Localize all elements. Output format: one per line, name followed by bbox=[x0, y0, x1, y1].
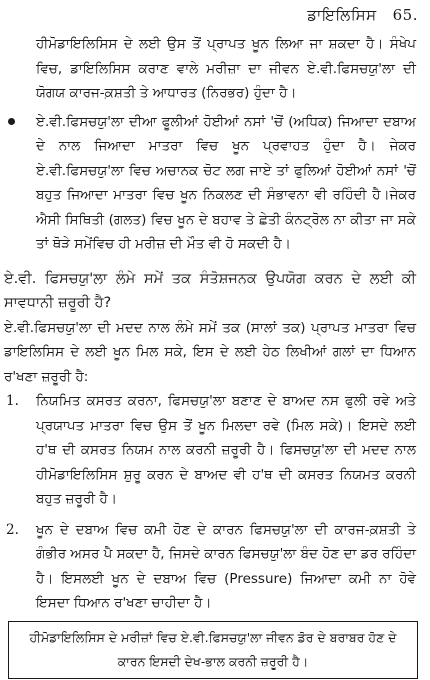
list-number: 2. bbox=[6, 521, 19, 538]
page-body bbox=[0, 32, 430, 616]
running-title: ਡਾਇਲਿਸਿਸ bbox=[307, 6, 377, 24]
bullet-icon bbox=[8, 118, 15, 125]
question-heading: ਏ.ਵੀ. ਫਿਸਚਯੁ'ਲਾ ਲੰਮੇ ਸਮੇਂ ਤਕ ਸੰਤੋਸ਼ਜਨਕ ਉਪਯੋਗ ਕਰਨ ਦੇ ਲਈ ਕੀ ਸਾਵਧਾਨੀ ਜ਼ਰੂਰੀ ਹੈ? bbox=[4, 270, 416, 311]
highlight-note-box: ਹੀਮੋਡਾਇਲਿਸਿਸ ਦੇ ਮਰੀਜ਼ਾਂ ਵਿਚ ਏ.ਵੀ.ਫਿਸਚਯੁ'ਲਾ ਜੀਵਨ ਡੋਰ ਦੇ ਬਰਾਬਰ ਹੋਣ ਦੇ ਕਾਰਨ ਇਸਦੀ ਦੇਖ-ਭਾਲ ਕਰਨੀ ਜ਼ਰੂਰੀ ਹੈ। bbox=[8, 621, 418, 679]
page-header bbox=[307, 6, 418, 24]
list-number: 1. bbox=[6, 393, 19, 409]
intro-paragraph: ਹੀਮੋਡਾਇਲਿਸਿਸ ਦੇ ਲਈ ਉਸ ਤੋਂ ਪ੍ਰਾਪਤ ਖੂਨ ਲਿਆ ਜਾ ਸ਼ਕਦਾ ਹੈ। ਸੰਖੇਪ ਵਿਚ, ਡਾਇਲਿਸਿਸ ਕਰਾਣ ਵਾਲੇ ਮਰੀਜ਼ਾ ਦਾ ਜੀਵਨ ਏ.ਵੀ.ਫਿਸਚਯੁ'ਲਾ ਦੀ ਯੋਗਯ ਕਾਰਜ-ਕ਼ਸ਼ਤੀ ਤੇ ਆਧਾਰਤ (ਨਿਰਭਰ) ਹੁੰਦਾ ਹੈ। bbox=[36, 36, 416, 101]
numbered-list-item bbox=[0, 518, 430, 616]
list-item-text: ਨਿਯਮਿਤ ਕਸਰਤ ਕਰਨਾ, ਫਿਸਚਯੁ'ਲਾ ਬਣਾਣ ਦੇ ਬਾਅਦ ਨਸ ਫੁਲੀ ਰਵੇ ਅਤੇ ਪ੍ਰਯਾਪਤ ਮਾਤਰਾ ਵਿਚ ਉਸ ਤੋਂ ਖੂਨ ਮਿਲਦਾ ਰਵੇ (ਮਿਲ ਸਕੇ)। ਇਸਦੇ ਲਈ ਹ'ਥ ਦੀ ਕਸਰਤ ਨਿਯਮ ਨਾਲ ਕਰਨੀ ਜ਼ਰੂਰੀ ਹੈ। ਫਿਸਚਯੁ'ਲਾ ਦੀ ਮਦਦ ਨਾਲ ਹੀਮੋਡਾਇਲਿਸਿਸ ਸ਼ੁਰੂ ਕਰਨ ਦੇ ਬਾਅਦ ਵੀ ਹ'ਥ ਦੀ ਕਸਰਤ ਨਿਯਮਤ ਕਰਨੀ ਬਹੁਤ ਜ਼ਰੂਰੀ ਹੈ। bbox=[36, 393, 416, 507]
bullet-paragraph: ਏ.ਵੀ.ਫਿਸਚਯੁ'ਲਾ ਦੀਆ ਫੂਲੀਆਂ ਹੋਈਆਂ ਨਸਾਂ 'ਚੋਂ (ਅਧਿਕ) ਜਿਆਦਾ ਦਬਾਅ ਦੇ ਨਾਲ ਜਿਆਦਾ ਮਾਤਰਾ ਵਿਚ ਖੂਨ ਪ੍ਰਵਾਹਤ ਹੁੰਦਾ ਹੈ। ਜੇਕਰ ਏ.ਵੀ.ਫਿਸਚਯੁ'ਲਾ ਵਿਚ ਅਚਾਨਕ ਚੋਟ ਲਗ ਜਾਏ ਤਾਂ ਫੁਲਿਆਂ ਹੋਈਆਂ ਨਸਾਂ 'ਚੋਂ ਬਹੁਤ ਜਿਆਦਾ ਮਾਤਰਾ ਵਿਚ ਖੂਨ ਨਿਕਲਣ ਦੀ ਸੰਭਾਵਨਾ ਵੀ ਰਹਿੰਦੀ ਹੈ।ਜੇਕਰ ਐਸੀ ਸਿਥਿਤੀ (ਗਲਤ) ਵਿਚ ਖੂਨ ਦੇ ਬਹਾਵ ਤੇ ਛੇਤੀ ਕੰਨਟ੍ਰੋਲ ਨਾ ਕੀਤਾ ਜਾ ਸਕੇ ਤਾਂ ਥੋੜੇ ਸਮੇਂਵਿਚ ਹੀ ਮਰੀਜ਼ ਦੀ ਮੌਤ ਵੀ ਹੋ ਸਕਦੀ ਹੈ। bbox=[36, 113, 416, 252]
numbered-list-item bbox=[0, 389, 430, 512]
page-number: 65. bbox=[392, 6, 418, 24]
answer-paragraph: ਏ.ਵੀ.ਫਿਸਚਯੁ'ਲਾ ਦੀ ਮਦਦ ਨਾਲ ਲੰਮੇ ਸਮੇਂ ਤਕ (ਸਾਲਾਂ ਤਕ) ਪ੍ਰਾਪਤ ਮਾਤਰਾ ਵਿਚ ਡਾਇਲਿਸਿਸ ਦੇ ਲਈ ਖੂਨ ਮਿਲ ਸਕੇ, ਇਸ ਦੇ ਲਈ ਹੇਠ ਲਿਖੀਆਂ ਗਲਾਂ ਦਾ ਧਿਆਨ ਰ'ਖਣਾ ਜ਼ਰੂਰੀ ਹੈ: bbox=[4, 319, 416, 385]
list-item-text: ਖੂਨ ਦੇ ਦਬਾਅ ਵਿਚ ਕਮੀ ਹੋਣ ਦੇ ਕਾਰਨ ਫਿਸਚਯੁ'ਲਾ ਦੀ ਕਾਰਜ-ਕ਼ਸ਼ਤੀ ਤੇ ਗੰਭੀਰ ਅਸਰ ਪੈ ਸਕਦਾ ਹੈ, ਜਿਸਦੇ ਕਾਰਨ ਫਿਸਚਯੁ'ਲਾ ਬੰਦ ਹੋਣ ਦਾ ਡਰ ਰਹਿੰਦਾ ਹੈ। ਇਸਲਈ ਖੂਨ ਦੇ ਦਬਾਅ ਵਿਚ (Pressure) ਜਿਆਦਾ ਕਮੀ ਨਾ ਹੋਵੇ ਇਸਦਾ ਧਿਆਨ ਰ'ਖਣਾ ਚਾਹੀਦਾ ਹੈ। bbox=[36, 521, 416, 611]
bullet-list-item bbox=[0, 110, 430, 257]
